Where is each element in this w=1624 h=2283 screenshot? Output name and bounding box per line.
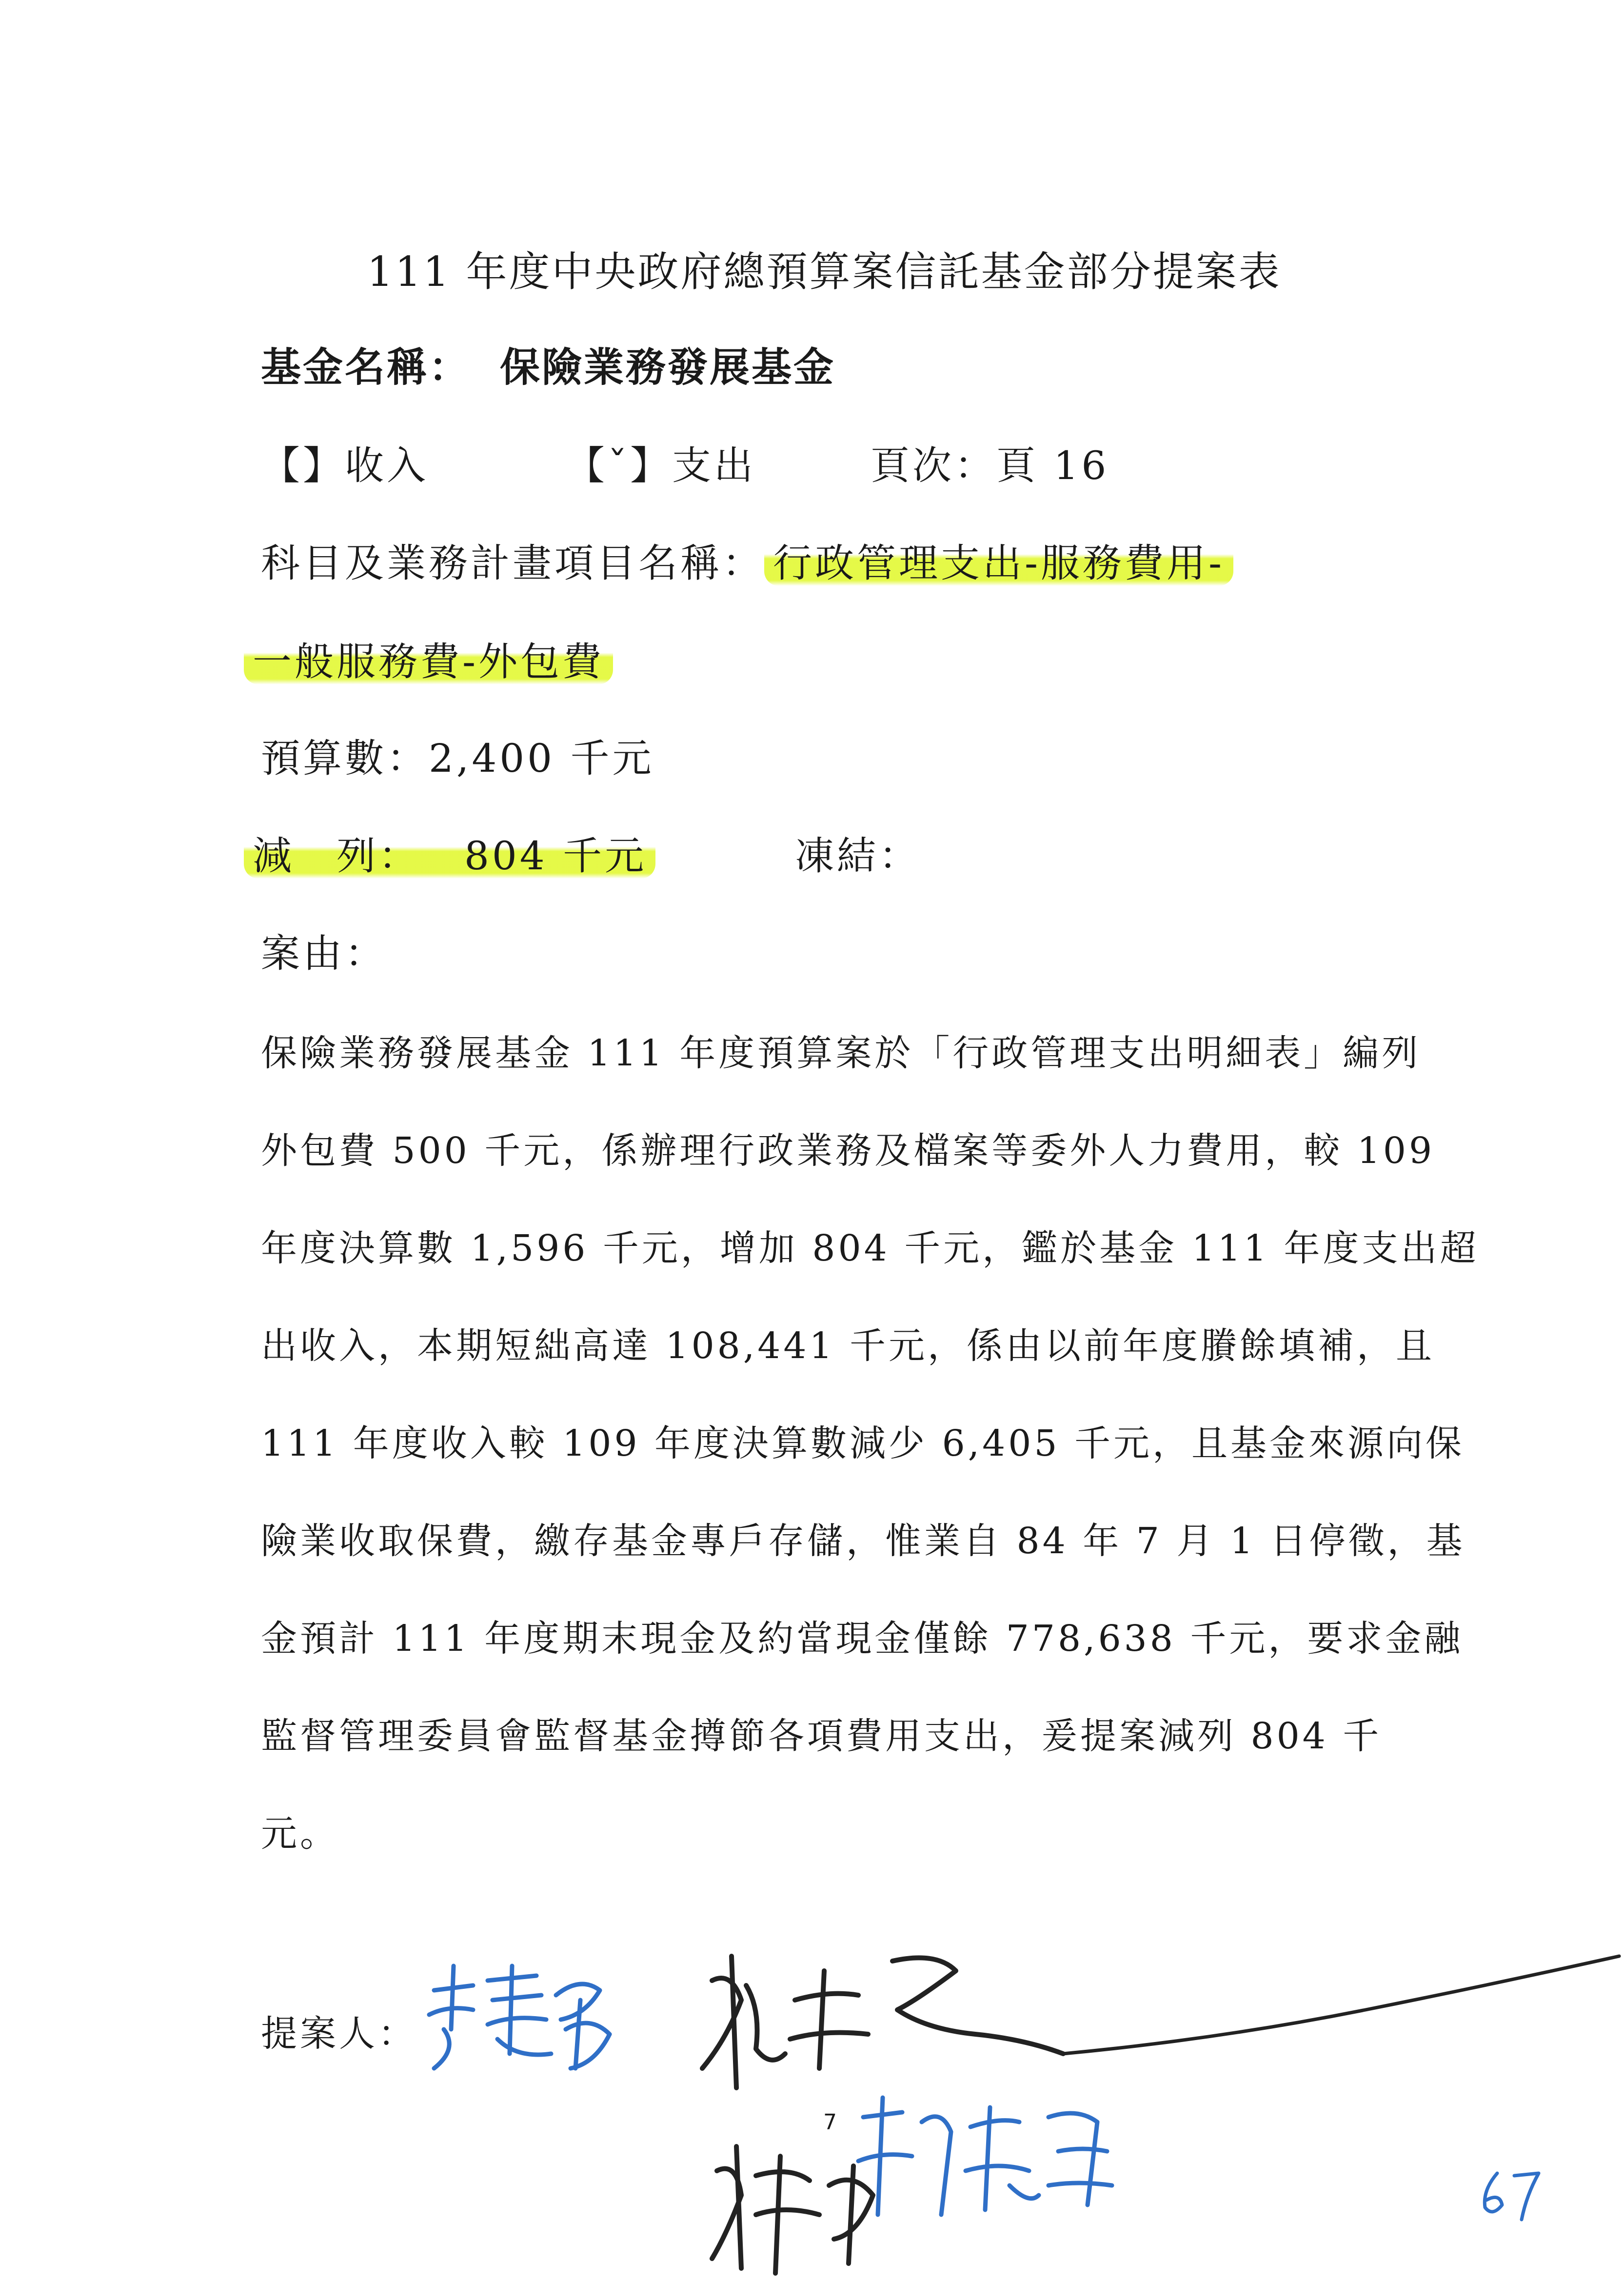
item-label: 科目及業務計畫項目名稱： — [261, 541, 764, 586]
proposer-label: 提案人： — [261, 2013, 417, 2055]
item-name-line2: 一般服務費-外包費 — [244, 639, 613, 684]
fund-name: 保險業務發展基金 — [500, 344, 836, 391]
reason-line: 外包費 500 千元，係辦理行政業務及檔案等委外人力費用，較 109 — [261, 1130, 1435, 1172]
reason-line: 111 年度收入較 109 年度決算數減少 6,405 千元，且基金來源向保 — [261, 1422, 1465, 1464]
page-reference: 頁次：頁 16 — [871, 443, 1109, 488]
reason-line: 元。 — [261, 1813, 339, 1855]
reduction-label: 減 列： — [253, 833, 420, 879]
page-number: 7 — [823, 2110, 837, 2135]
item-name-line2-row — [244, 630, 613, 686]
reason-line: 出收入，本期短絀高達 108,441 千元，係由以前年度賸餘填補，且 — [261, 1325, 1435, 1367]
item-name-line1: 行政管理支出-服務費用- — [764, 541, 1233, 586]
fund-label: 基金名稱： — [261, 344, 471, 391]
black-signature-2 — [697, 2088, 1127, 2283]
budget-amount: 預算數：2,400 千元 — [261, 736, 654, 781]
reduction-highlight — [244, 833, 655, 879]
reason-line: 保險業務發展基金 111 年度預算案於「行政管理支出明細表」編列 — [261, 1032, 1421, 1074]
handwritten-page-number — [1473, 2159, 1551, 2224]
expense-checkbox-label: 【ˇ】支出 — [566, 443, 756, 488]
black-signature-1 — [683, 1942, 1624, 2107]
fund-name-row — [261, 336, 835, 393]
income-checkbox-label: 【】收入 — [261, 443, 429, 488]
reason-line: 年度決算數 1,596 千元，增加 804 千元，鑑於基金 111 年度支出超 — [261, 1227, 1479, 1269]
reason-line: 金預計 111 年度期末現金及約當現金僅餘 778,638 千元，要求金融 — [261, 1618, 1464, 1660]
item-name-row — [261, 532, 1233, 588]
reason-line: 監督管理委員會監督基金撙節各項費用支出，爰提案減列 804 千 — [261, 1715, 1382, 1757]
freeze-label: 凍結： — [795, 833, 921, 879]
reason-label: 案由： — [261, 931, 387, 976]
handwritten-number-text: 67 — [1473, 2159, 1483, 2168]
document-title: 111 年度中央政府總預算案信託基金部分提案表 — [367, 248, 1282, 296]
reduction-value: 804 千元 — [464, 833, 647, 879]
blue-signature — [415, 1956, 624, 2083]
reason-line: 險業收取保費，繳存基金專戶存儲，惟業自 84 年 7 月 1 日停徵，基 — [261, 1520, 1466, 1562]
reduction-row — [244, 824, 655, 881]
